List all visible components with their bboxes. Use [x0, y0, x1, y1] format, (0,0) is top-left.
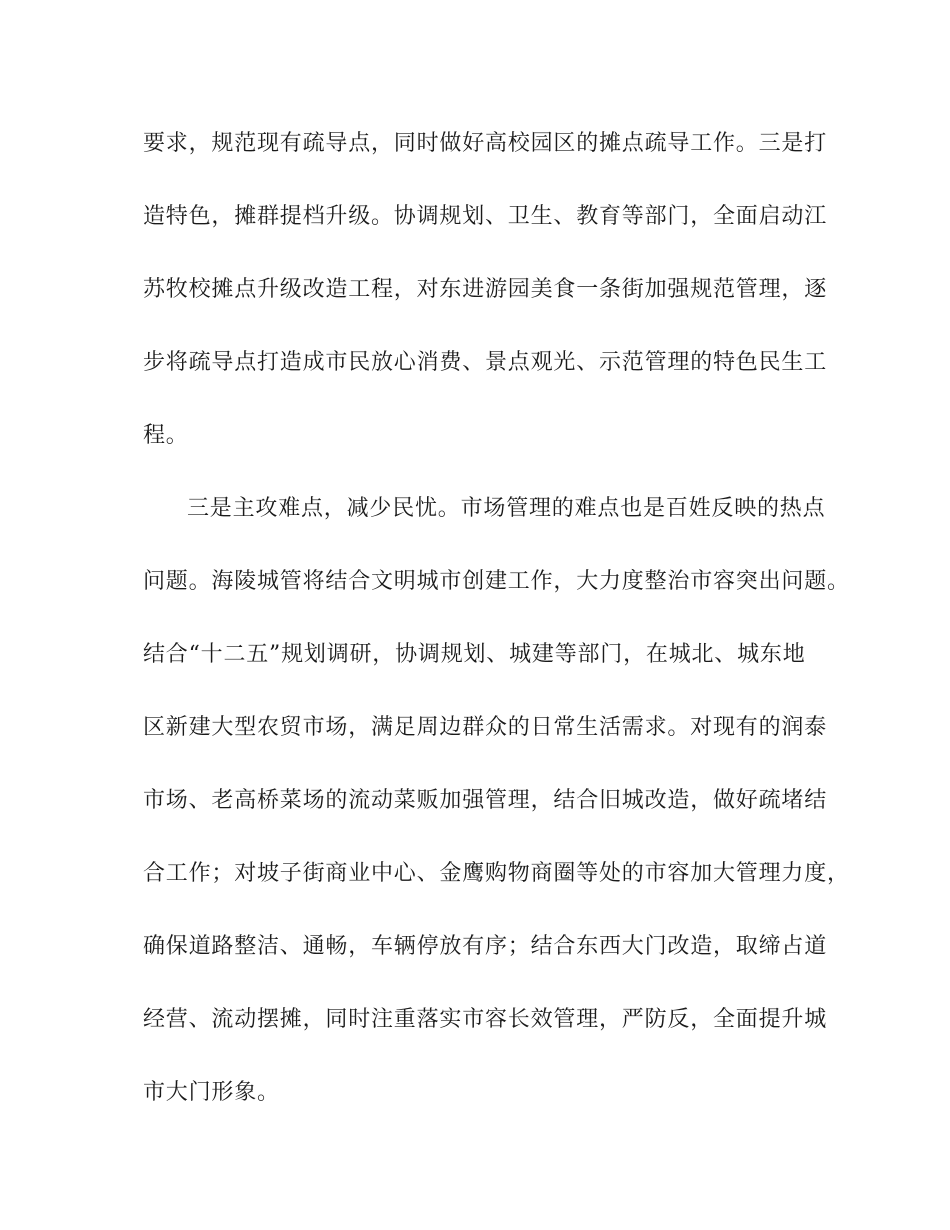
paragraph-2-line-5: 市场、老高桥菜场的流动菜贩加强管理，结合旧城改造，做好疏堵结: [143, 788, 828, 813]
paragraph-2-line-3: 结合“十二五”规划调研，协调规划、城建等部门，在城北、城东地: [143, 642, 806, 667]
paragraph-2-line-2: 问题。海陵城管将结合文明城市创建工作，大力度整治市容突出问题。: [143, 569, 850, 594]
paragraph-2-line-7: 确保道路整洁、通畅，车辆停放有序；结合东西大门改造，取缔占道: [143, 934, 828, 959]
paragraph-2-line-4: 区新建大型农贸市场，满足周边群众的日常生活需求。对现有的润泰: [143, 715, 828, 740]
paragraph-1-line-5: 程。: [143, 423, 189, 448]
paragraph-2-line-1: 三是主攻难点，减少民忧。市场管理的难点也是百姓反映的热点: [187, 496, 826, 521]
paragraph-1-line-2: 造特色，摊群提档升级。协调规划、卫生、教育等部门，全面启动江: [143, 204, 828, 229]
paragraph-2-line-6: 合工作；对坡子街商业中心、金鹰购物商圈等处的市容加大管理力度，: [143, 861, 850, 886]
paragraph-1-line-1: 要求，规范现有疏导点，同时做好高校园区的摊点疏导工作。三是打: [143, 131, 828, 156]
paragraph-1-line-4: 步将疏导点打造成市民放心消费、景点观光、示范管理的特色民生工: [143, 350, 828, 375]
paragraph-1-line-3: 苏牧校摊点升级改造工程，对东进游园美食一条街加强规范管理，逐: [143, 277, 828, 302]
paragraph-2-line-8: 经营、流动摆摊，同时注重落实市容长效管理，严防反，全面提升城: [143, 1007, 828, 1032]
paragraph-2-line-9: 市大门形象。: [143, 1080, 280, 1105]
